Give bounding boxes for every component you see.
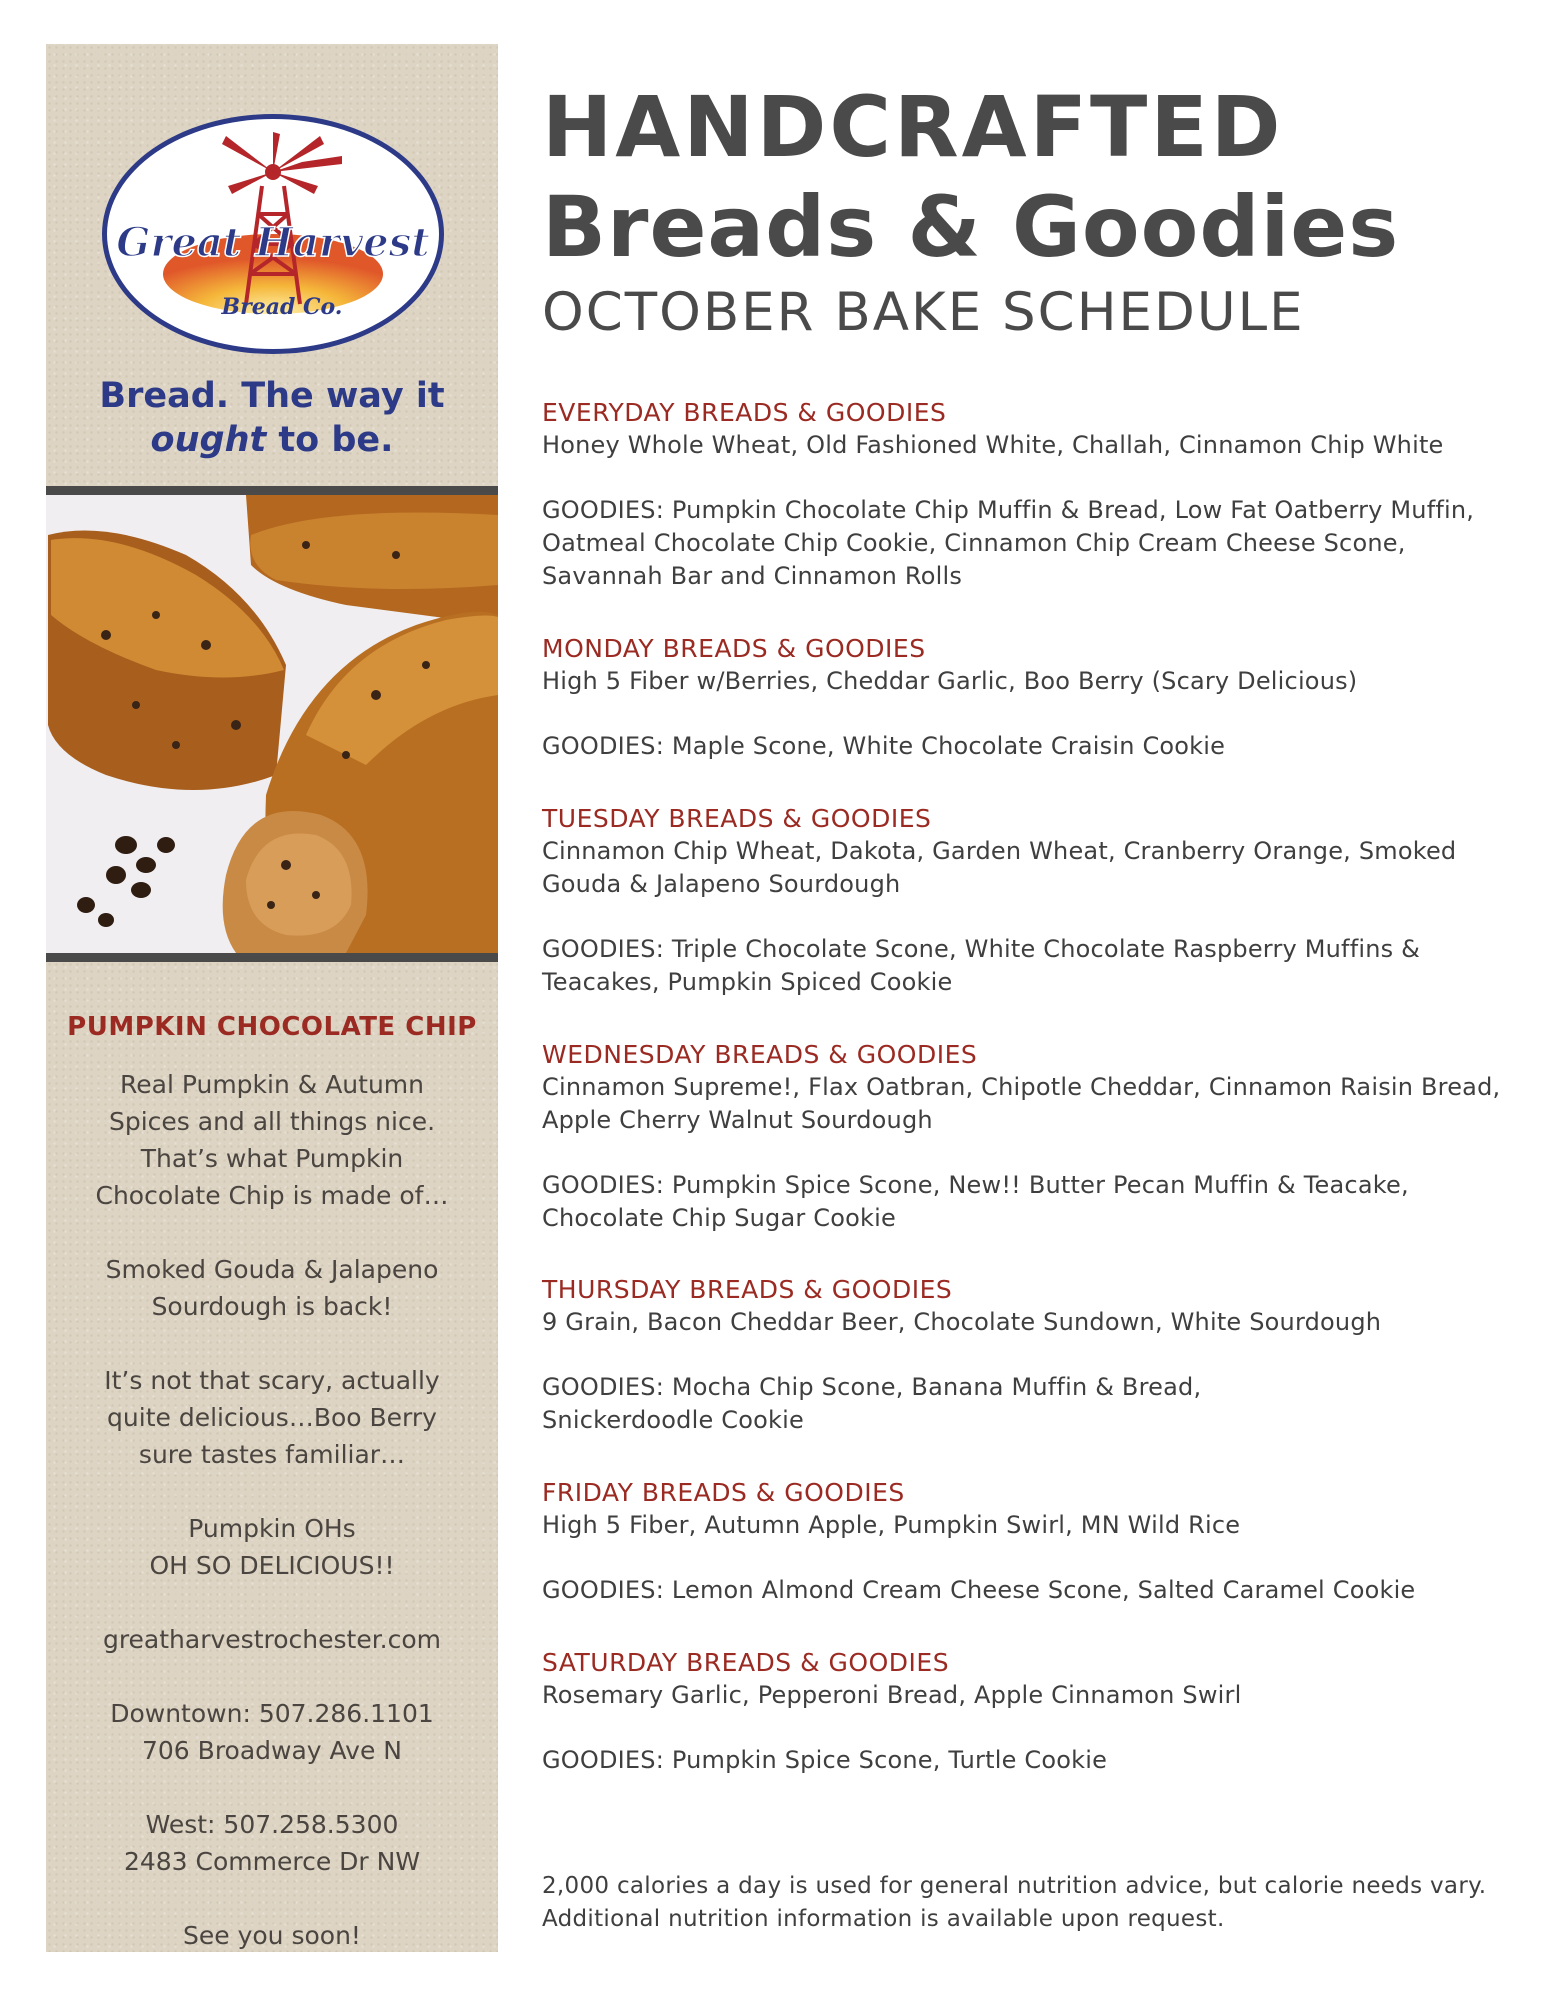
great-harvest-logo xyxy=(102,114,442,352)
sidebar-paragraph xyxy=(66,1066,478,1214)
schedule-section-friday xyxy=(542,1476,1522,1542)
sidebar-line: 706 Broadway Ave N xyxy=(142,1736,402,1765)
sidebar-line: Smoked Gouda & Jalapeno xyxy=(105,1255,439,1284)
section-breads: Rosemary Garlic, Pepperoni Bread, Apple Cinnamon Swirl xyxy=(542,1681,1242,1709)
section-heading: EVERYDAY BREADS & GOODIES xyxy=(542,398,947,427)
sidebar-paragraph xyxy=(66,1510,478,1584)
section-breads: High 5 Fiber, Autumn Apple, Pumpkin Swirl, MN Wild Rice xyxy=(542,1511,1241,1539)
tagline-rest: to be. xyxy=(266,420,394,460)
sidebar-line: See you soon! xyxy=(183,1921,361,1950)
sidebar-paragraph xyxy=(66,1621,478,1658)
sidebar-line: West: 507.258.5300 xyxy=(145,1810,399,1839)
sidebar-line: Sourdough is back! xyxy=(151,1292,393,1321)
section-breads: Honey Whole Wheat, Old Fashioned White, Challah, Cinnamon Chip White xyxy=(542,431,1444,459)
section-heading: WEDNESDAY BREADS & GOODIES xyxy=(542,1040,978,1069)
tagline xyxy=(46,374,498,462)
sidebar-line: It’s not that scary, actually xyxy=(104,1366,440,1395)
sidebar xyxy=(46,44,498,1952)
section-goodies: GOODIES: Pumpkin Chocolate Chip Muffin & Bread, Low Fat Oatberry Muffin, Oatmeal Chocolate Chip Cookie, Cinnamon Chip Cream Cheese Scone, Savannah Bar and Cinnamon Rolls xyxy=(542,496,1475,590)
logo-bread-co: Bread Co. xyxy=(221,294,343,320)
section-heading: SATURDAY BREADS & GOODIES xyxy=(542,1648,950,1677)
schedule-section-monday xyxy=(542,632,1522,698)
pumpkin-bread-image xyxy=(46,495,498,953)
sidebar-line: greatharvestrochester.com xyxy=(102,1625,442,1654)
schedule-section-thursday xyxy=(542,1273,1522,1339)
tagline-line2 xyxy=(46,418,498,462)
sidebar-line: Real Pumpkin & Autumn xyxy=(120,1070,424,1099)
section-goodies: GOODIES: Pumpkin Spice Scone, Turtle Cookie xyxy=(542,1746,1108,1774)
sidebar-paragraph xyxy=(66,1806,478,1880)
sidebar-body xyxy=(66,1066,478,1991)
sidebar-line: Chocolate Chip is made of… xyxy=(95,1181,449,1210)
sidebar-paragraph xyxy=(66,1917,478,1954)
photo-top-rule xyxy=(46,486,498,495)
photo-bottom-rule xyxy=(46,953,498,962)
nutrition-footnote: 2,000 calories a day is used for general nutrition advice, but calorie needs vary. Additional nutrition information is available upon request. xyxy=(542,1873,1487,1932)
section-heading: THURSDAY BREADS & GOODIES xyxy=(542,1275,953,1304)
sidebar-paragraph xyxy=(66,1695,478,1769)
pumpkin-bread-photo xyxy=(46,495,498,953)
section-breads: Cinnamon Supreme!, Flax Oatbran, Chipotle Cheddar, Cinnamon Raisin Bread, Apple Cherry Walnut Sourdough xyxy=(542,1073,1501,1134)
schedule-section-tuesday xyxy=(542,802,1522,901)
windmill-logo-icon xyxy=(102,114,444,354)
section-breads: Cinnamon Chip Wheat, Dakota, Garden Wheat, Cranberry Orange, Smoked Gouda & Jalapeno Sourdough xyxy=(542,837,1457,898)
sidebar-line: 2483 Commerce Dr NW xyxy=(123,1847,421,1876)
page-title-line2: Breads & Goodies xyxy=(542,178,1400,276)
page-subtitle: OCTOBER BAKE SCHEDULE xyxy=(542,282,1305,343)
sidebar-line: Downtown: 507.286.1101 xyxy=(110,1699,434,1728)
schedule-section-everyday xyxy=(542,396,1522,462)
sidebar-line: sure tastes familiar… xyxy=(138,1440,406,1469)
sidebar-line: That’s what Pumpkin xyxy=(140,1144,404,1173)
section-goodies: GOODIES: Pumpkin Spice Scone, New!! Butter Pecan Muffin & Teacake, Chocolate Chip Sugar Cookie xyxy=(542,1171,1409,1232)
sidebar-line: quite delicious…Boo Berry xyxy=(107,1403,437,1432)
sidebar-paragraph xyxy=(66,1362,478,1473)
tagline-emphasis: ought xyxy=(150,420,267,460)
page-title-line1: HANDCRAFTED xyxy=(542,78,1284,176)
sidebar-heading: PUMPKIN CHOCOLATE CHIP xyxy=(67,1012,477,1042)
section-breads: High 5 Fiber w/Berries, Cheddar Garlic, Boo Berry (Scary Delicious) xyxy=(542,667,1358,695)
section-heading: TUESDAY BREADS & GOODIES xyxy=(542,804,932,833)
tagline-line1: Bread. The way it xyxy=(99,376,445,416)
sidebar-line: OH SO DELICIOUS!! xyxy=(149,1551,395,1580)
section-goodies: GOODIES: Mocha Chip Scone, Banana Muffin & Bread, Snickerdoodle Cookie xyxy=(542,1373,1202,1434)
section-breads: 9 Grain, Bacon Cheddar Beer, Chocolate Sundown, White Sourdough xyxy=(542,1308,1382,1336)
sidebar-paragraph xyxy=(66,1251,478,1325)
schedule-section-wednesday xyxy=(542,1038,1522,1137)
sidebar-line: Spices and all things nice. xyxy=(108,1107,436,1136)
section-heading: MONDAY BREADS & GOODIES xyxy=(542,634,926,663)
logo-wordmark: Great Harvest xyxy=(116,219,430,266)
section-goodies: GOODIES: Lemon Almond Cream Cheese Scone, Salted Caramel Cookie xyxy=(542,1576,1416,1604)
sidebar-line: Pumpkin OHs xyxy=(188,1514,356,1543)
schedule-section-saturday xyxy=(542,1646,1522,1712)
section-heading: FRIDAY BREADS & GOODIES xyxy=(542,1478,905,1507)
section-goodies: GOODIES: Maple Scone, White Chocolate Craisin Cookie xyxy=(542,732,1226,760)
section-goodies: GOODIES: Triple Chocolate Scone, White Chocolate Raspberry Muffins & Teacakes, Pumpkin Spiced Cookie xyxy=(542,935,1421,996)
